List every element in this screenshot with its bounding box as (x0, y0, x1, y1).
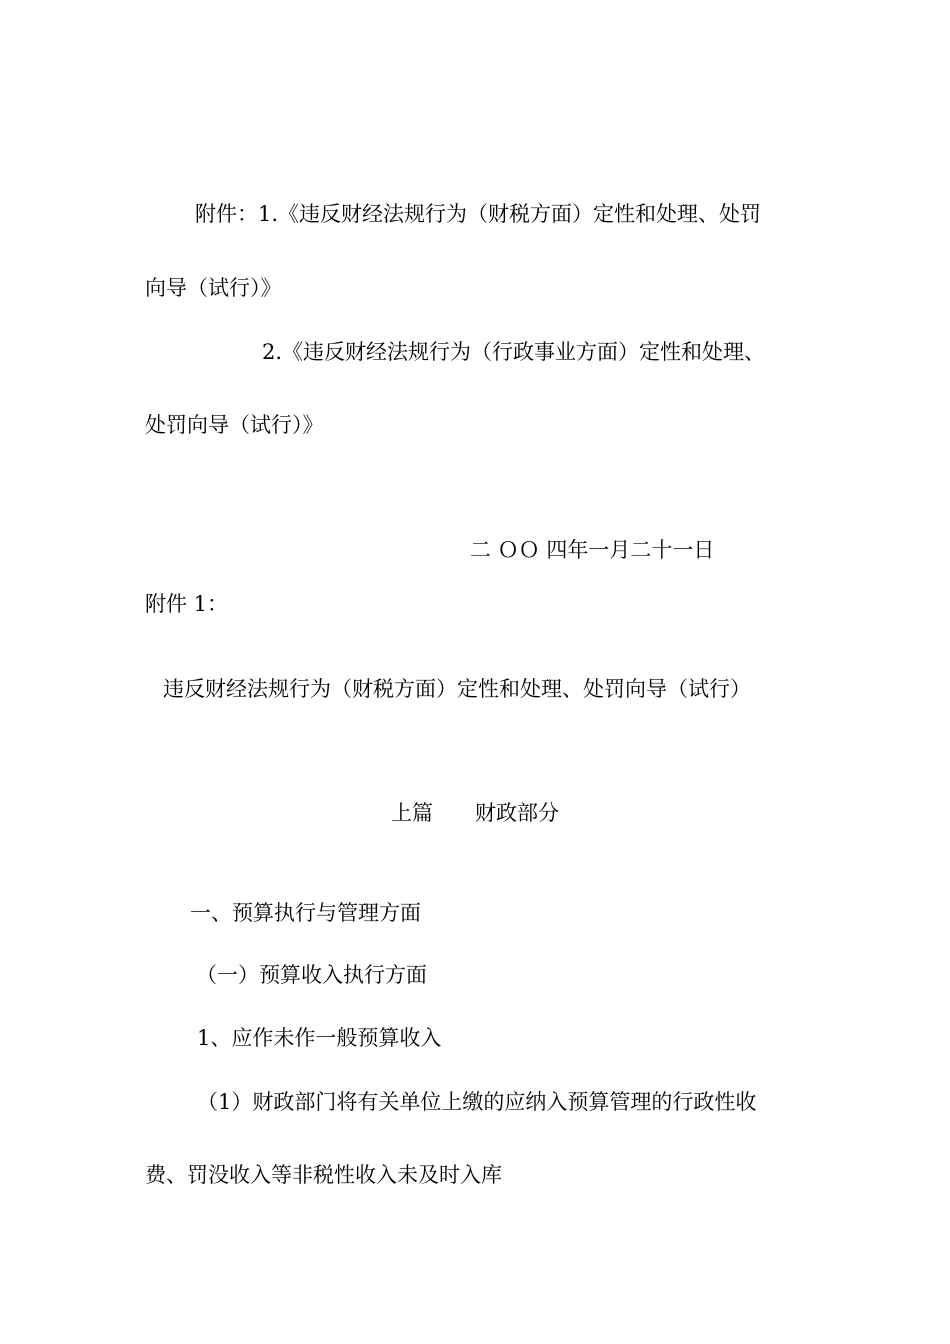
item-heading: 1、应作未作一般预算收入 (197, 1026, 442, 1050)
document-date: 二 ＯＯ 四年一月二十一日 (470, 538, 715, 562)
annex-1-label: 附件 1： (145, 592, 229, 616)
clause-line-1: （1）财政部门将有关单位上缴的应纳入预算管理的行政性收 (197, 1090, 757, 1114)
subsection-heading: （一）预算收入执行方面 (196, 963, 427, 987)
clause-line-2: 费、罚没收入等非税性收入未及时入库 (145, 1163, 502, 1187)
attachment-1-line-2: 向导（试行）》 (145, 276, 282, 300)
section-heading: 一、预算执行与管理方面 (190, 901, 421, 925)
attachment-1-line-1: 附件：1.《违反财经法规行为（财税方面）定性和处理、处罚 (195, 202, 762, 226)
part-title: 上篇 财政部分 (391, 801, 559, 825)
attachment-2-line-2: 处罚向导（试行）》 (145, 413, 324, 437)
attachment-2-line-1: 2.《违反财经法规行为（行政事业方面）定性和处理、 (262, 340, 766, 364)
annex-1-title: 违反财经法规行为（财税方面）定性和处理、处罚向导（试行） (163, 677, 751, 701)
